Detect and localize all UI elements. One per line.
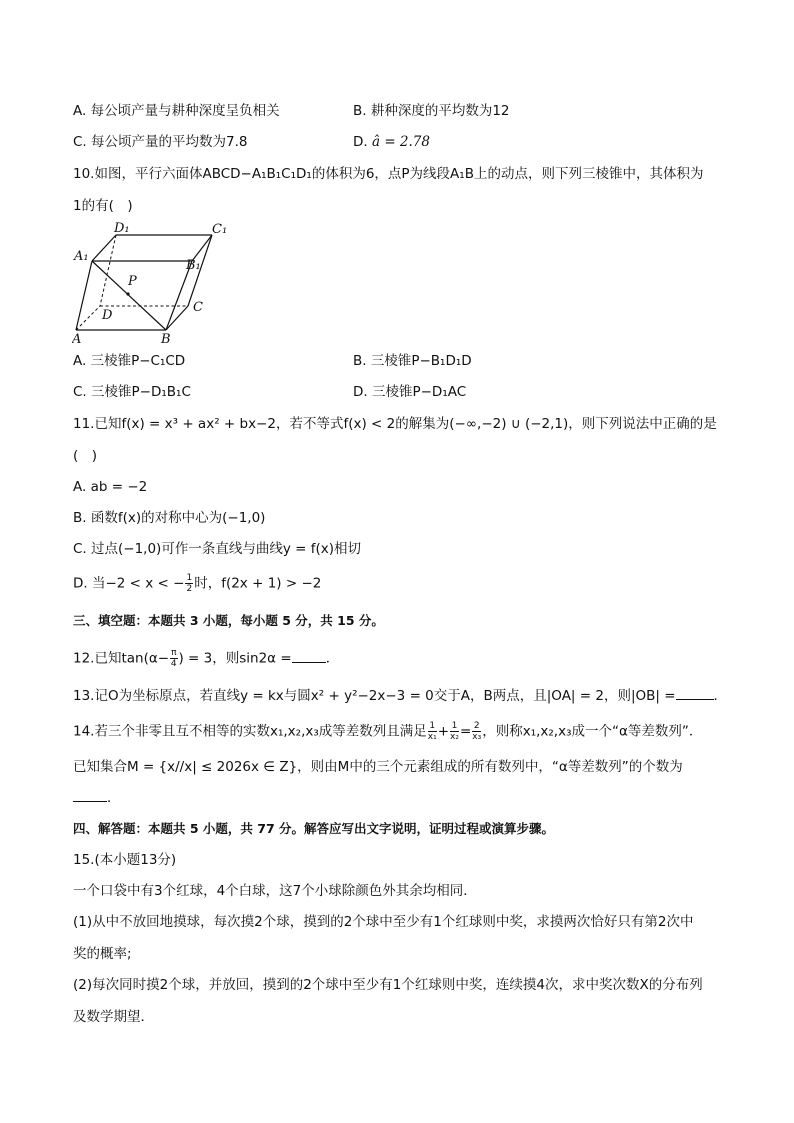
q9-option-a: A. 每公顷产量与耕种深度呈负相关 bbox=[73, 103, 280, 119]
q15-header: 15.(本小题13分) bbox=[73, 852, 177, 868]
q15-part1-line2: 奖的概率; bbox=[73, 946, 132, 962]
q12-end: ． bbox=[325, 650, 340, 667]
q14-fraction-3 bbox=[472, 721, 481, 742]
q10-option-a: A. 三棱锥P−C₁CD bbox=[73, 353, 186, 369]
fraction-denominator: x₁ bbox=[427, 732, 437, 742]
q10-option-c: C. 三棱锥P−D₁B₁C bbox=[73, 384, 191, 400]
q11-option-d-fraction bbox=[185, 573, 193, 594]
section-3-heading: 三、填空题：本题共 3 小题，每小题 5 分，共 15 分。 bbox=[73, 613, 384, 628]
q14-fraction-1 bbox=[428, 721, 437, 742]
parallelepiped-figure bbox=[72, 222, 242, 348]
q13-end: ． bbox=[713, 688, 728, 704]
fraction-denominator: 4 bbox=[170, 659, 177, 669]
equals-sign: = bbox=[459, 723, 472, 740]
q10-option-d: D. 三棱锥P−D₁AC bbox=[353, 384, 467, 400]
q12-answer-blank bbox=[292, 650, 326, 663]
q14-line1 bbox=[73, 721, 702, 742]
q15-intro: 一个口袋中有3个红球，4个白球，这7个小球除颜色外其余均相同． bbox=[73, 883, 477, 899]
fraction-denominator: x₃ bbox=[472, 732, 482, 742]
q9-option-d bbox=[353, 132, 430, 152]
q11-option-d-suffix: 时，f(2x + 1) > −2 bbox=[194, 575, 322, 592]
q15-part2-line1: (2)每次同时摸2个球，并放回，摸到的2个球中至少有1个红球则中奖，连续摸4次，求中奖次数X的分布列 bbox=[73, 977, 703, 993]
q11-option-c: C. 过点(−1,0)可作一条直线与曲线y = f(x)相切 bbox=[73, 541, 361, 557]
q9-option-d-expr: â = 2.78 bbox=[371, 134, 430, 150]
label-b1: B₁ bbox=[186, 258, 201, 273]
fraction-numerator: 1 bbox=[451, 721, 458, 731]
label-d: D bbox=[102, 308, 113, 323]
fraction-denominator: 2 bbox=[186, 584, 193, 594]
q10-option-b: B. 三棱锥P−B₁D₁D bbox=[353, 353, 472, 369]
q13-line bbox=[73, 686, 727, 706]
q11-option-b: B. 函数f(x)的对称中心为(−1,0) bbox=[73, 510, 266, 526]
q13-answer-blank bbox=[676, 687, 714, 700]
fraction-numerator: 1 bbox=[186, 573, 193, 583]
fraction-numerator: 2 bbox=[473, 721, 480, 731]
q14-answer-blank bbox=[73, 789, 107, 802]
q10-stem-line1: 10.如图，平行六面体ABCD−A₁B₁C₁D₁的体积为6，点P为线段A₁B上的动点，则下列三棱锥中，其体积为 bbox=[73, 166, 704, 182]
q11-option-d-prefix: D. 当−2 < x < − bbox=[73, 575, 185, 592]
section-4-heading: 四、解答题：本题共 5 小题，共 77 分。解答应写出文字说明，证明过程或演算步骤。 bbox=[73, 821, 555, 836]
label-a: A bbox=[72, 332, 82, 347]
q9-option-b: B. 耕种深度的平均数为12 bbox=[353, 103, 510, 119]
q12-suffix: ) = 3，则sin2α = bbox=[178, 650, 292, 667]
q11-stem-line2: ( ) bbox=[73, 448, 98, 464]
q14-part2: ，则称x₁,x₂,x₃成一个“α等差数列”． bbox=[482, 723, 703, 740]
q9-option-c: C. 每公顷产量的平均数为7.8 bbox=[73, 134, 248, 150]
q15-part2-line2: 及数学期望． bbox=[73, 1009, 154, 1025]
q11-stem-line1: 11.已知f(x) = x³ + ax² + bx−2，若不等式f(x) < 2的解集为(−∞,−2) ∪ (−2,1)，则下列说法中正确的是 bbox=[73, 416, 717, 432]
q14-fraction-2 bbox=[450, 721, 459, 742]
q14-line2: 已知集合M = {x//x| ≤ 2026x ∈ Z}，则由M中的三个元素组成的所有数列中，“α等差数列”的个数为 bbox=[73, 759, 683, 775]
fraction-denominator: x₂ bbox=[450, 732, 459, 742]
fraction-numerator: π bbox=[171, 648, 177, 658]
q15-part1-line1: (1)从中不放回地摸球，每次摸2个球，摸到的2个球中至少有1个红球则中奖，求摸两次恰好只有第2次中 bbox=[73, 914, 694, 930]
q11-option-d bbox=[73, 573, 321, 594]
fraction-numerator: 1 bbox=[429, 721, 436, 731]
label-d1: D₁ bbox=[114, 222, 130, 236]
label-a1: A₁ bbox=[74, 249, 89, 264]
plus-sign: + bbox=[437, 723, 450, 740]
q10-stem-line2: 1的有( ) bbox=[73, 198, 133, 214]
q12-fraction bbox=[170, 648, 177, 669]
label-c1: C₁ bbox=[212, 222, 228, 237]
q12-prefix: 12.已知tan(α− bbox=[73, 650, 170, 667]
q13-text: 13.记O为坐标原点，若直线y = kx与圆x² + y²−2x−3 = 0交于A，B两点，且|OA| = 2，则|OB| = bbox=[73, 688, 676, 704]
q14-line3 bbox=[73, 788, 121, 808]
q9-option-d-prefix: D. bbox=[353, 134, 372, 150]
label-p: P bbox=[128, 274, 137, 289]
label-c: C bbox=[193, 300, 203, 315]
q14-part1: 14.若三个非零且互不相等的实数x₁,x₂,x₃成等差数列且满足 bbox=[73, 723, 427, 740]
q12-line bbox=[73, 648, 339, 669]
q11-option-a: A. ab = −2 bbox=[73, 479, 148, 495]
q14-end: ． bbox=[107, 790, 121, 806]
label-b: B bbox=[161, 332, 171, 347]
